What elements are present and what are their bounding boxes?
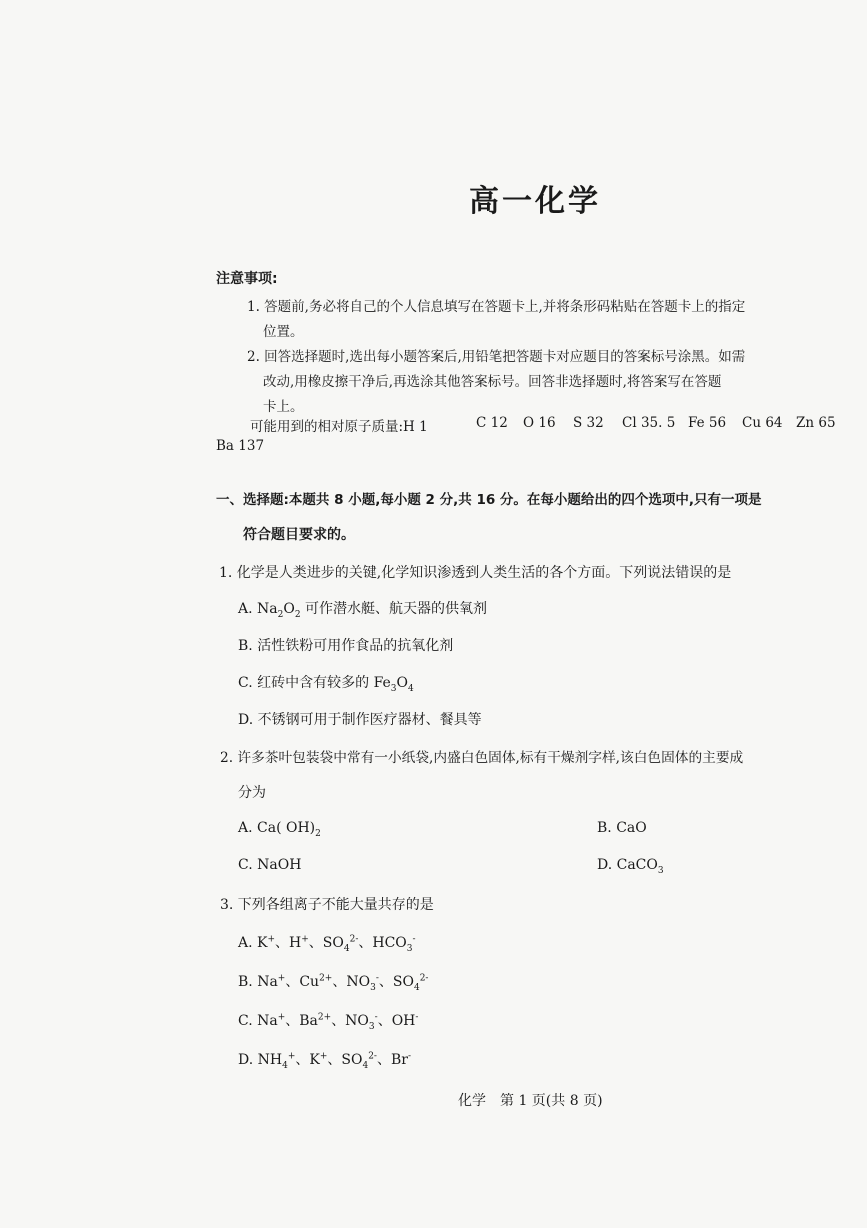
atomic-mass-ba: Ba 137 [216, 438, 265, 454]
section-heading-line-2: 符合题目要求的。 [243, 527, 355, 543]
question-1-option-a: A. $Na_2O_2$ 可作潜水艇、航天器的供氧剂 [238, 601, 488, 620]
atomic-mass-zn: Zn 65 [796, 415, 836, 431]
notice-item-1-line-2: 位置。 [263, 324, 304, 340]
atomic-mass-s: S 32 [573, 415, 604, 431]
question-2-stem-line-1: 2. 许多茶叶包装袋中常有一小纸袋,内盛白色固体,标有干燥剂字样,该白色固体的主要成 [220, 750, 744, 766]
notice-item-2-line-2: 改动,用橡皮擦干净后,再选涂其他答案标号。回答非选择题时,将答案写在答题 [263, 374, 722, 390]
question-1-stem: 1. 化学是人类进步的关键,化学知识渗透到人类生活的各个方面。下列说法错误的是 [219, 565, 732, 581]
question-3-option-b: B. Na+、$Cu^{2+}$、$NO_3^-$、$SO_4^{2-}$ [238, 973, 429, 993]
question-2-option-d: D. CaCO$_3$ [597, 857, 664, 876]
question-3-option-c: C. Na+、$Ba^{2+}$、$NO_3^-$、OH- [238, 1012, 419, 1032]
atomic-mass-fe: Fe 56 [688, 415, 727, 431]
atomic-mass-c: C 12 [476, 415, 508, 431]
question-1-option-c: C. 红砖中含有较多的 $Fe_3O_4$ [238, 675, 414, 694]
question-2-option-a: A. Ca( $OH)_2$ [238, 820, 321, 839]
atomic-mass-cl: Cl 35. 5 [622, 415, 676, 431]
question-3-option-d: D. $NH_4^+$、K+、$SO_4^{2-}$、Br- [238, 1051, 412, 1071]
page-footer: 化学 第 1 页(共 8 页) [458, 1093, 603, 1109]
notice-item-2-line-1: 2. 回答选择题时,选出每小题答案后,用铅笔把答题卡对应题目的答案标号涂黑。如需 [247, 349, 746, 365]
page-title: 高一化学 [469, 184, 601, 219]
notice-item-1-line-1: 1. 答题前,务必将自己的个人信息填写在答题卡上,并将条形码粘贴在答题卡上的指定 [247, 299, 746, 315]
question-2-option-c: C. NaOH [238, 857, 302, 873]
notice-heading: 注意事项: [216, 271, 278, 287]
question-3-option-a: A. K+、H+、$SO_4^{2-}$、$HCO_3^-$ [238, 934, 416, 954]
atomic-mass-label: 可能用到的相对原子质量:H 1 [250, 419, 428, 435]
section-heading-line-1: 一、选择题:本题共 8 小题,每小题 2 分,共 16 分。在每小题给出的四个选项中,只有一项是 [216, 492, 762, 508]
notice-item-2-line-3: 卡上。 [263, 399, 304, 415]
question-3-stem: 3. 下列各组离子不能大量共存的是 [220, 897, 434, 913]
question-1-option-d: D. 不锈钢可用于制作医疗器材、餐具等 [238, 712, 482, 728]
atomic-mass-o: O 16 [523, 415, 556, 431]
question-2-option-b: B. CaO [597, 820, 647, 836]
question-2-stem-line-2: 分为 [238, 785, 266, 801]
atomic-mass-cu: Cu 64 [742, 415, 783, 431]
question-1-option-b: B. 活性铁粉可用作食品的抗氧化剂 [238, 638, 454, 654]
